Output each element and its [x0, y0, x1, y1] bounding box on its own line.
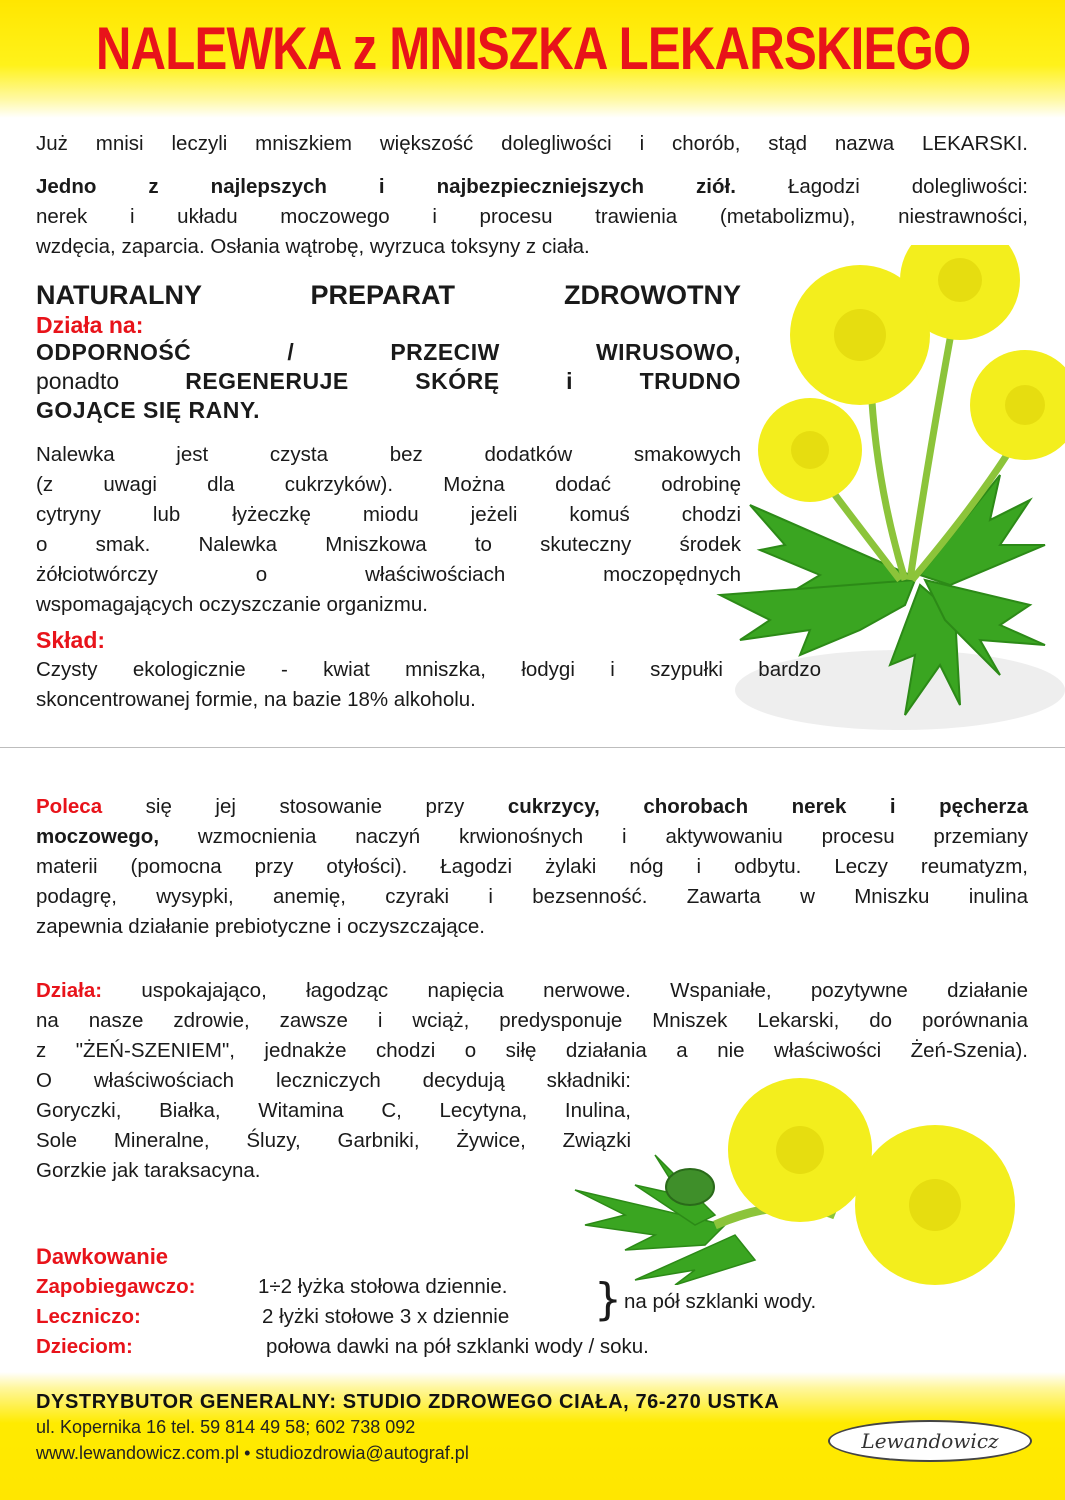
flower-bud — [666, 1169, 714, 1205]
desc-line: Nalewka jest czysta bez dodatków smakowych — [36, 443, 741, 466]
skladniki-line: Sole Mineralne, Śluzy, Garbniki, Żywice, Związki — [36, 1129, 631, 1152]
desc-line: o smak. Nalewka Mniszkowa to skuteczny środek — [36, 533, 741, 556]
dose-label: Leczniczo: — [36, 1305, 141, 1328]
preparat-heading: NATURALNY PREPARAT ZDROWOTNY — [36, 280, 741, 310]
dose-value: połowa dawki na pół szklanki wody / soku. — [266, 1335, 649, 1358]
poleca-line: materii (pomocna przy otyłości). Łagodzi żylaki nóg i odbytu. Leczy reumatyzm, — [36, 855, 1028, 878]
sklad-line: skoncentrowanej formie, na bazie 18% alkoholu. — [36, 688, 476, 711]
dziala-label: Działa: — [36, 979, 103, 1002]
separator-dot: • — [244, 1443, 251, 1463]
dziala-text: uspokajająco, łagodząc napięcia nerwowe. Wspaniałe, pozytywne działanie — [141, 979, 1028, 1002]
brace-note: na pół szklanki wody. — [624, 1290, 817, 1313]
skladniki-line: O właściwościach leczniczych decydują składniki: — [36, 1069, 631, 1092]
page-title: NALEWKA z MNISZKA LEKARSKIEGO — [95, 15, 971, 82]
poleca-text: wzmocnienia naczyń krwionośnych i aktywowaniu procesu przemiany — [197, 825, 1028, 848]
dose-value: 1÷2 łyżka stołowa dziennie. — [258, 1275, 508, 1298]
dose-label: Zapobiegawczo: — [36, 1275, 196, 1298]
desc-line: wspomagających oczyszczanie organizmu. — [36, 593, 428, 616]
odpornosc-line: ODPORNOŚĆ / PRZECIW WIRUSOWO, — [36, 339, 741, 365]
dziala-line: z "ŻEŃ-SZENIEM", jednakże chodzi o siłę działania a nie właściwości Żeń-Szenia). — [36, 1039, 1028, 1062]
dziala-line: na nasze zdrowie, zawsze i wciąż, predysponuje Mniszek Lekarski, do porównania — [36, 1009, 1028, 1032]
desc-line: (z uwagi dla cukrzyków). Można dodać odrobinę — [36, 473, 741, 496]
poleca-line — [36, 822, 1028, 852]
desc-line: cytryny lub łyżeczkę miodu jeżeli komuś chodzi — [36, 503, 741, 526]
poleca-line: zapewnia działanie prebiotyczne i oczyszczające. — [36, 915, 485, 938]
sklad-line: Czysty ekologicznie - kwiat mniszka, łodygi i szypułki bardzo — [36, 658, 821, 681]
contact-line — [36, 1440, 469, 1466]
dose-brace: } — [594, 1274, 622, 1325]
intro-line: Już mnisi leczyli mniszkiem większość dolegliwości i chorób, stąd nazwa LEKARSKI. — [36, 132, 1028, 155]
lewandowicz-logo: Lewandowicz — [828, 1420, 1032, 1462]
address-line: ul. Kopernika 16 tel. 59 814 49 58; 602 738 092 — [36, 1417, 416, 1437]
intro-paragraph-line — [36, 172, 1028, 202]
poleca-bold-text: cukrzycy, chorobach nerek i pęcherza — [507, 795, 1029, 818]
dose-value: 2 łyżki stołowe 3 x dziennie — [262, 1305, 510, 1328]
dziala-line — [36, 976, 1028, 1006]
dawkowanie-heading: Dawkowanie — [36, 1244, 169, 1269]
poleca-text: się jej stosowanie przy — [145, 795, 465, 818]
ponadto-text: ponadto — [36, 368, 120, 394]
regeneruje-line — [36, 367, 741, 396]
poleca-bold-text: moczowego, — [36, 825, 160, 848]
desc-line: żółciotwórczy o właściwościach moczopędnych — [36, 563, 741, 586]
distributor-line: DYSTRYBUTOR GENERALNY: STUDIO ZDROWEGO CIAŁA, 76-270 USTKA — [36, 1391, 780, 1413]
dziala-na-label: Działa na: — [36, 312, 144, 338]
skladniki-line: Goryczki, Białka, Witamina C, Lecytyna, Inulina, — [36, 1099, 631, 1122]
email-link[interactable]: studiozdrowia@autograf.pl — [255, 1443, 469, 1463]
dose-label: Dzieciom: — [36, 1335, 133, 1358]
website-link[interactable]: www.lewandowicz.com.pl — [36, 1443, 240, 1463]
regeneruje-text: REGENERUJE SKÓRĘ i TRUDNO — [185, 368, 741, 394]
poleca-line: podagrę, wysypki, anemię, czyraki i bezsenność. Zawarta w Mniszku inulina — [36, 885, 1028, 908]
intro-paragraph-line: wzdęcia, zaparcia. Osłania wątrobę, wyrzuca toksyny z ciała. — [36, 235, 590, 258]
poleca-label: Poleca — [36, 795, 103, 818]
intro-text: Łagodzi dolegliwości: — [787, 175, 1029, 198]
sklad-label: Skład: — [36, 627, 106, 653]
dandelion-flowers-illustration — [565, 1075, 1045, 1285]
skladniki-line: Gorzkie jak taraksacyna. — [36, 1159, 261, 1182]
section-divider — [0, 747, 1065, 748]
poleca-line — [36, 792, 1028, 822]
intro-bold-text: Jedno z najlepszych i najbezpieczniejszych ziół. — [36, 175, 736, 198]
intro-paragraph-line: nerek i układu moczowego i procesu trawienia (metabolizmu), niestrawności, — [36, 205, 1028, 228]
rany-line: GOJĄCE SIĘ RANY. — [36, 397, 260, 423]
